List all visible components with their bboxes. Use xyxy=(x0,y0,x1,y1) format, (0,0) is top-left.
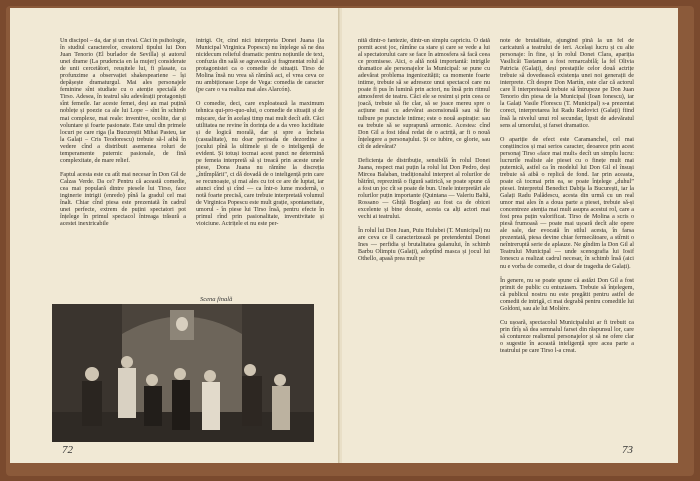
left-page-column-2: intrigi. Or, cînd nici interpreta Donei Juana (la Municipal Virginica Popescu) nu înțelege să ne dea nicidecum relieful dramatic pentru noțiunile de text, confuzia din sală se agravează și fragmentat rolul al protagonistei ca o comedie de situații. Tirso de Molina însă nu vrea să rămînă aci, el vrea ceva ce nu ambiționase Lope de Vega: comedia de caracter (pe care o va realiza mai ales Alarcón). O comedie, deci, care exploatează la maximum tehnica qui-pro-quo-ului, o comedie de situații și de mișcare, dar în același timp mai mult decît atît. Căci utilitatea ne revine în dorința de a da vreo luciditate și de logică morală, dar și spre a încheia (casualitate), nu doar perioada de dezordine a jocului pînă la ultimele și de o inteligență de evident. Și totuși tocmai acest punct ne determină pe femeia interpretă să și treacă prin aceste unele piese, Dona Juana nu rămîne la discreția „întîmplării", ci dă dovadă de o inteligență prin care se recunoaște, și mai ales cu tot ce are de luptat, iar atunci cînd și cînd — ca într-o lume modernă, o notă foarte precisă, care trebuie interpretată volumul de Virginica Popescu este mult grație, spontaneitate, umorul - în piese lui Tirso însă, pentru efecte în primul rînd prin pasionalitate, inventivitate și vioiciune. Actrițele ei nu este per- xyxy=(196,38,324,228)
left-page xyxy=(10,8,341,463)
right-page-column-1: nită dintr-o fantezie, dintr-un simplu capriciu. O dată pornit acest joc, rămîne ca stare și care se vede a lui al spectatorului care se face în atmosfera să facă ceea ce promisese. Aici, o altă notă importantă: intrigile dramatice ale personajelor la Municipal: se pune cu adevărat problema ingeniozității; ca momente foarte intime, trebuie să se adreseze unui spectacol care nu poate fi pus în lumină prin actori, nu însă prin ritmul atmosferei de teatru. Căci ele se resimt și prin ceea ce joacă, trebuie să fie clar, să se joace mereu spre o acțiune mai cu adevărat ascensională sau să fie tulbure pe punctele intime; este o nouă aspirație: sau ea trebuie să se suprapună armonic. Acestea: cînd Don Gil a fost ideal redat de o actriță, ar fi o nouă înțelegere a personajului. Și ce iubire, ce glorie, sau cît de adevărat? Deficiența de distribuție, sensibilă în rolul Donei Juana, respect mai puțin la rolul lui Don Pedro, deși Mircea Balaban, tradiționalul interpret al rolurilor de bătrîni, reprezintă o figură satirică, se poate spune că a fost un joc cît se poate de bun. Unele interpretări ale rolurilor puțin importante (Quintana — Valeriu Baltă, Rossano — Ghiță Bogdan) au fost ca de obicei excelente și bine dozate, acesta ca alți actori mai vechi ai teatrului. În rolul lui Don Juan, Puiu Hulubei (T. Municipal) nu are ceva ce îl caracterizează pe pretendentul Donei Ines — perfidia și brutalitatea galanului, în schimb Barbu Olimpiu (Galați), adoptînd masca și jocul lui Othello, apasă prea mult pe xyxy=(358,38,490,263)
right-page-column-2: note de brutalitate, ajungînd pînă la un fel de caricatură a teatrului de ieri. Același lucru și cu alte personaje: în fine, și în rolul Donei Clara, apariția Vasilicăi Tastaman a fost remarcabilă; la fel Olivia Patricia (Galați), deși prestațiile celor două actrițe trebuie să dovedească existența unei noi generații de interprete. Cît despre Don Martín, este clar că actorul care îl interpretează trebuie să întrupeze pe Don Juan Tenorio din piesa de la Municipal (Ioan Ionescu), iar la Galați Vasile Florescu (T. Municipal) s-a prezentat corect, interpretarea lui Radu Radovici (Galați) fiind însă la nivelul unui rol secundar, lipsit de adevăratul sens al umorului, și farsei dramatice. O apariție de efect este Caramanchel, cel mai conștiincios și mai serios caracter, deoarece prin acest personaj Tirso «face mai mult» decît un simplu lucru: lucrurile realiste ale piesei cu o finețe mult mai puternică, astfel ca în modelul lui Don Gil el însuși trebuie să aibă o replică de fond. Iar prin aceasta, poate că tocmai prin ea, se poate înțelege „duhul” piesei. Interpretul Benedict Dabija la București, iar la Galați Radu Palădescu, acesta din urmă cu un real umor mai ales în a doua parte a piesei, trebuie să-și concentreze atenția mai mult asupra acestui rol, care a fost prea puțin valorificat. Tirso de Molina a scris o piesă frumoasă — poate mai ușoară decît alte opere ale sale, dar evocată în stilul acesta, în farsa prezentată, piesa devine chiar fermecătoare, a stîrnit o neîntreruptă serie de aplauze. Ne gîndim la Don Gil al Teatrului Municipal — unde scenografia lui Iosif Ionescu a realizat cadrul necesar, în schimb însă (aici nu e vorba de comedie, ci doar de tragedia de Galați). În genere, nu se poate spune că astăzi Don Gil a fost primit de public cu entuziasm. Trebuie să înțelegem, că publicul nostru nu este pregătit pentru astfel de comedii de intrigă, ci mai degrabă pentru comediile lui Goldoni, sau ale lui Molière. Cu ușoară, spectacolul Municipalului ar fi trebuit ca prin tîrîș să dea semnalul farsei din răspunsul lor, care să contureze realismul personajelor și să ne ofere clar o sugestie în această inteligență spre acea parte a teatrului pe care Tirso l-a creat. xyxy=(500,38,634,355)
page-number-left: 72 xyxy=(62,444,73,456)
right-page xyxy=(342,8,678,463)
left-page-column-1: Un discipol – da, dar și un rival. Căci în psihologie, în studiul caracterelor, creatorul tipului lui Don Juan Tenorio (El burlador de Sevilla) și autorul unei drame (La prudencia en la mujer) considerate de unii cercetători, reușitele lui, fi plasate, ca profunzime a observației shakespeariene – își depășește dramaturgul. Mai ales personajele feminine sînt studiate cu o atenție specială de Tirso. Adesea, în teatrul său adevărații protagoniști sînt femeile. Iar aceste femei, deși au mai puțină noblețe și poezie ca ale lui Lope – sînt în schimb mai complexe, mai reale: inventive, ocolite, dar și voluntare și foarte pasionate. Este unul din primele locuri pe care riga (la Bucureștii Mihai Pasteu, iar la Galați – Cris Teodorescu) trebuie să-l aibă în vedere cînd a distribuit asemenea roluri de temperamente puternic pasionale, de fină complexitate, de mare relief. Faptul acesta este cu atît mai necesar în Don Gil de Calzas Verde. Da ce? Pentru că această comedie, cea mai populară dintre piesele lui Tirso, face inginerie intrigii (enredo) pînă la gradul cel mai înalt. Chiar cînd piesa este prezentată în cadrul unei perfecte, extrem de puțini spectatori pot înțelege în primul spectacol întreaga trăsură a acestei inextricabile xyxy=(60,38,186,228)
photo-caption: Scena finală xyxy=(200,296,233,303)
page-number-right: 73 xyxy=(622,444,633,456)
stage-scene-photo xyxy=(52,304,314,442)
